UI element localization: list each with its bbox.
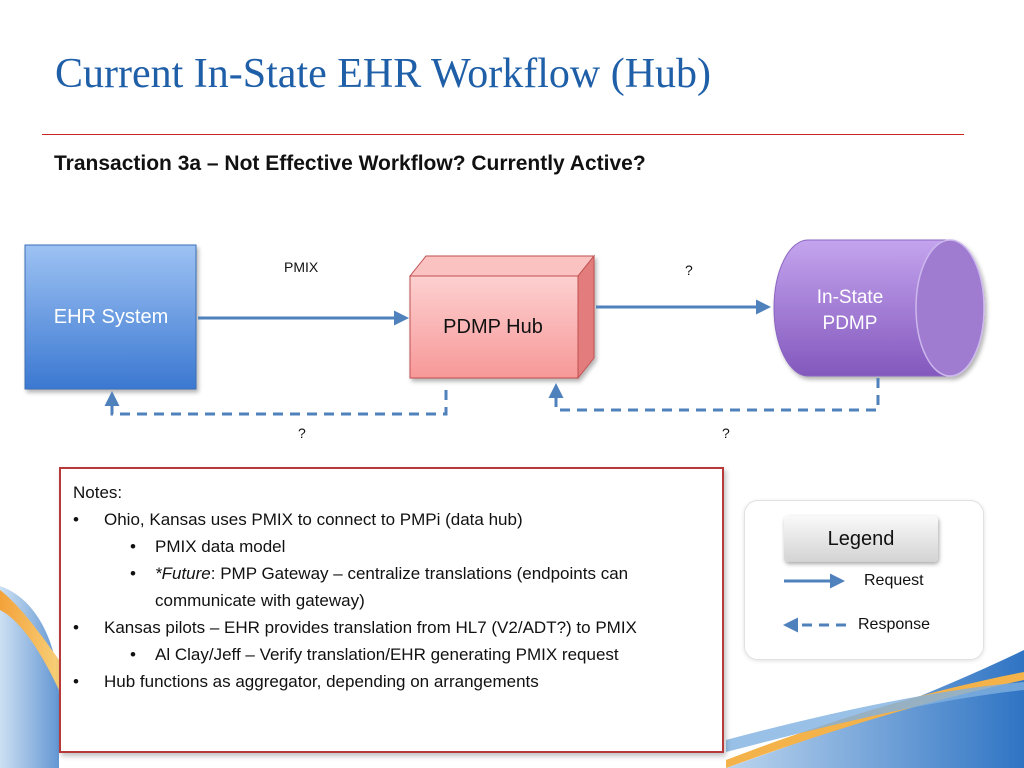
- notes-box: [59, 467, 724, 753]
- pdmp-hub-label: PDMP Hub: [443, 315, 543, 338]
- bullet: •: [73, 618, 79, 637]
- bullet: •: [130, 537, 136, 556]
- response-arrow-hub-to-ehr: [112, 390, 446, 414]
- legend-title: Legend: [784, 516, 938, 562]
- page-title: Current In-State EHR Workflow (Hub): [55, 51, 712, 97]
- bullet: •: [130, 564, 136, 583]
- legend-request-label: Request: [864, 572, 924, 589]
- bullet: •: [73, 672, 79, 691]
- notes-subitem: • PMIX data model: [73, 533, 712, 560]
- edge-label-hub-to-ehr: ?: [298, 425, 306, 441]
- notes-heading: Notes:: [73, 483, 123, 502]
- notes-item: • Kansas pilots – EHR provides translation from HL7 (V2/ADT?) to PMIX: [73, 614, 712, 641]
- ehr-system-label: EHR System: [53, 306, 169, 328]
- notes-subitem: • Al Clay/Jeff – Verify translation/EHR generating PMIX request: [73, 641, 712, 668]
- bullet: •: [73, 510, 79, 529]
- in-state-pdmp-label: In-State PDMP: [816, 287, 884, 334]
- notes-list: [73, 506, 712, 695]
- legend-response-label: Response: [858, 616, 931, 633]
- edge-label-ehr-to-hub: PMIX: [284, 259, 319, 275]
- emphasis-text: *Future: [155, 564, 211, 583]
- notes-item: • Hub functions as aggregator, depending on arrangements: [73, 668, 712, 695]
- notes-subitem: • *Future: PMP Gateway – centralize translations (endpoints can communicate with gateway): [73, 560, 712, 614]
- response-arrow-pdmp-to-hub: [556, 378, 878, 410]
- bullet: •: [130, 645, 136, 664]
- page-subtitle: Transaction 3a – Not Effective Workflow? Currently Active?: [54, 152, 646, 175]
- legend-swatches: [780, 568, 850, 638]
- edge-label-pdmp-to-hub: ?: [722, 425, 730, 441]
- edge-label-hub-to-pdmp: ?: [685, 262, 693, 278]
- notes-item: • Ohio, Kansas uses PMIX to connect to PMPi (data hub): [73, 506, 712, 533]
